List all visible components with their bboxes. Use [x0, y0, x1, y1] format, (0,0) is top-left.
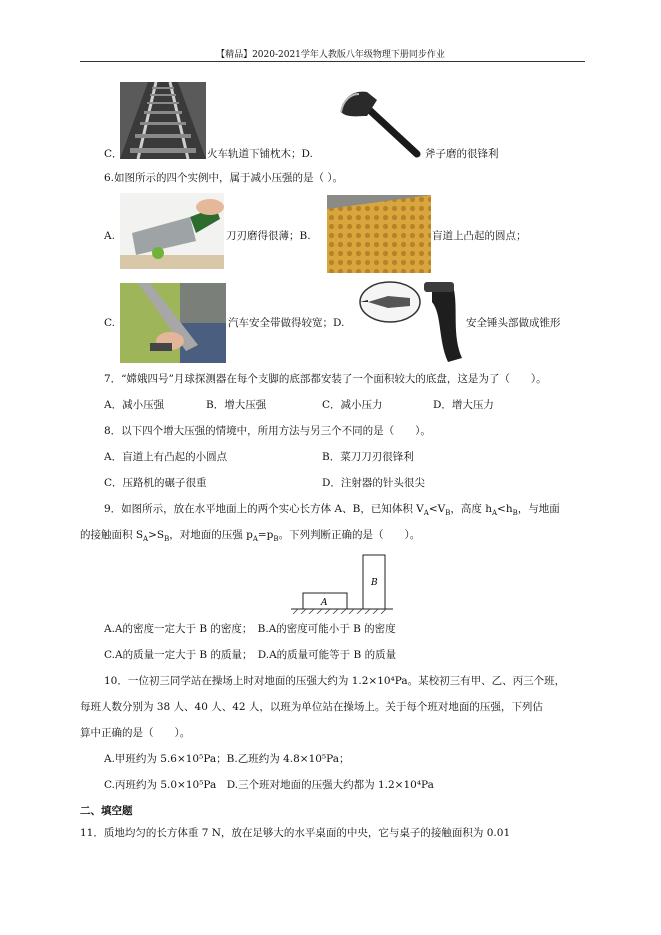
tactile-paving-photo [327, 195, 431, 273]
safety-hammer-illustration [358, 280, 468, 364]
q8-option-b: B．菜刀刀刃很锋利 [322, 451, 414, 463]
kitchen-knife-photo [120, 193, 224, 269]
q10-stem-line1: 10．一位初三同学站在操场上时对地面的压强大约为 1.2×10⁴Pa。某校初三有甲、乙、丙三个班， [104, 675, 566, 687]
q10-options-ab: A.甲班约为 5.6×10⁵Pa；B.乙班约为 4.8×10⁵Pa； [104, 753, 350, 765]
header-rule [80, 61, 585, 62]
q9-stem-line1: 9．如图所示，放在水平地面上的两个实心长方体 A、B，已知体积 $V_A<V_B$，高度 $h_A<h_B$，与地面 [104, 503, 560, 518]
block-a-label: A [321, 598, 328, 608]
q11-stem-line1: 11．质地均匀的长方体重 7 N，放在足够大的水平桌面的中央，它与桌子的接触面积为 0.01 [80, 827, 511, 839]
q6-option-d-text: 安全锤头部做成锥形 [466, 317, 561, 329]
q6-option-a-text: 刀刃磨得很薄；B. [226, 230, 311, 242]
q10-options-cd: C.丙班约为 5.0×10⁵Pa D.三个班对地面的压强大约都为 1.2×10⁴Pa [104, 779, 434, 791]
q7-option-a: A．减小压强 [104, 399, 165, 411]
q8-option-a: A．盲道上有凸起的小圆点 [104, 451, 228, 463]
q7-option-b: B．增大压强 [206, 399, 267, 411]
q8-option-c: C．压路机的碾子很重 [104, 477, 207, 489]
q9-options-cd: C.A的质量一定大于 B 的质量； D.A的质量可能等于 B 的质量 [104, 649, 397, 661]
q5-option-c-text: 火车轨道下铺枕木；D. [207, 148, 313, 160]
q10-stem-line2: 每班人数分别为 38 人、40 人、42 人，以班为单位站在操场上。关于每个班对地面的压强，下列估 [80, 701, 543, 713]
q9-options-ab: A.A的密度一定大于 B 的密度； B.A的密度可能小于 B 的密度 [104, 623, 396, 635]
q7-stem: 7．“嫦娥四号”月球探测器在每个支脚的底部都安装了一个面积较大的底盘，这是为了（ ）。 [104, 373, 547, 385]
q5-option-d-text: 斧子磨的很锋利 [425, 148, 499, 160]
railway-sleepers-photo [120, 82, 206, 159]
q8-option-d: D．注射器的针头很尖 [322, 477, 425, 489]
q10-stem-line3: 算中正确的是（ ）。 [80, 727, 191, 739]
q5-option-c-label: C． [104, 148, 123, 160]
axe-illustration [333, 86, 425, 158]
block-b-label: B [371, 578, 378, 588]
q9-blocks-diagram [289, 553, 395, 614]
section-title-fill-in: 二、填空题 [80, 805, 133, 817]
q6-option-c-text: 汽车安全带做得较宽；D. [228, 317, 345, 329]
q6-stem: 6.如图所示的四个实例中，属于减小压强的是（ ）。 [104, 172, 344, 184]
q6-option-b-text: 盲道上凸起的圆点； [432, 230, 527, 242]
q6-option-a-label: A. [104, 230, 115, 242]
q7-option-d: D．增大压力 [433, 399, 494, 411]
seat-belt-photo [120, 283, 226, 363]
q9-stem-line2: 的接触面积 $S_A>S_B$，对地面的压强 $p_A=p_B$。下列判断正确的是（ ）。 [80, 529, 421, 544]
page-header: 【精品】2020-2021学年人教版八年级物理下册同步作业 [216, 50, 445, 60]
q7-option-c: C．减小压力 [322, 399, 383, 411]
q8-stem: 8．以下四个增大压强的情境中，所用方法与另三个不同的是（ ）。 [104, 425, 431, 437]
q6-option-c-label: C. [104, 317, 115, 329]
